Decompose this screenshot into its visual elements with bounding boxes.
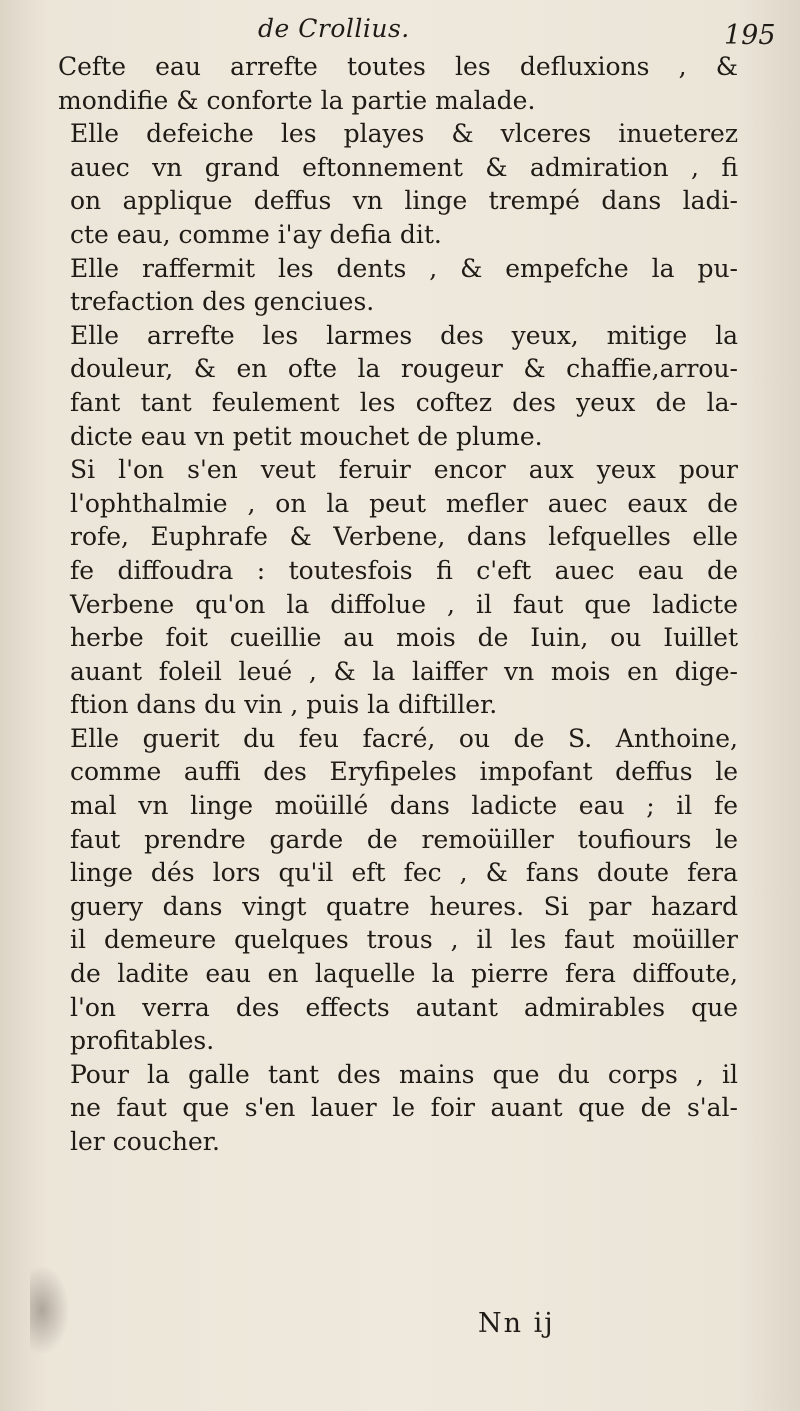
text-line: cte eau, comme i'ay defia dit.: [70, 219, 442, 249]
paragraph: [58, 722, 738, 1058]
paragraph: [58, 319, 738, 453]
text-line: comme auffi des Eryfipeles impofant deffus le: [70, 757, 738, 787]
text-line: il demeure quelques trous , il les faut moüiller: [70, 925, 738, 955]
text-line: linge dés lors qu'il eft fec , & fans doute fera: [70, 858, 738, 888]
text-line: de ladite eau en laquelle la pierre fera diffoute,: [70, 959, 738, 989]
text-line: auec vn grand eftonnement & admiration , fi: [70, 152, 738, 182]
text-line: douleur, & en ofte la rougeur & chaffie,arrou-: [70, 354, 738, 384]
text-line: faut prendre garde de remoüiller toufiours le: [70, 824, 738, 854]
text-line: Si l'on s'en veut feruir encor aux yeux pour: [70, 455, 738, 485]
text-line: herbe foit cueillie au mois de Iuin, ou Iuillet: [70, 623, 738, 653]
page-header: [0, 6, 800, 50]
text-line: auant foleil leué , & la laiffer vn mois en dige-: [70, 656, 738, 686]
text-line: Elle raffermit les dents , & empefche la pu-: [70, 253, 738, 283]
text-line: trefaction des genciues.: [70, 287, 375, 317]
text-line: on applique deffus vn linge trempé dans ladi-: [70, 186, 738, 216]
text-line: Elle defeiche les playes & vlceres inueterez: [70, 119, 738, 149]
text-line: fe diffoudra : toutesfois fi c'eft auec eau de: [70, 555, 738, 585]
paragraph: [58, 117, 738, 251]
text-line: mondifie & conforte la partie malade.: [58, 85, 536, 115]
paragraph: [58, 252, 738, 319]
paragraph: [58, 50, 738, 117]
paragraph: [58, 453, 738, 722]
text-line: l'on verra des effects autant admirables que: [70, 992, 738, 1022]
text-line: Elle guerit du feu facré, ou de S. Anthoine,: [70, 723, 738, 753]
text-line: Elle arrefte les larmes des yeux, mitige la: [70, 320, 738, 350]
text-line: Verbene qu'on la diffolue , il faut que ladicte: [70, 589, 738, 619]
text-line: dicte eau vn petit mouchet de plume.: [70, 421, 543, 451]
ink-stain: [30, 1265, 70, 1355]
text-line: guery dans vingt quatre heures. Si par hazard: [70, 891, 738, 921]
text-line: Pour la galle tant des mains que du corps , il: [70, 1059, 738, 1089]
running-head: de Crollius.: [258, 14, 410, 43]
page-number: 195: [724, 20, 776, 51]
text-line: rofe, Euphrafe & Verbene, dans lefquelles elle: [70, 522, 738, 552]
text-line: fant tant feulement les coftez des yeux de la-: [70, 387, 738, 417]
text-line: ftion dans du vin , puis la diftiller.: [70, 690, 498, 720]
text-line: l'ophthalmie , on la peut mefler auec eaux de: [70, 488, 738, 518]
text-line: Cefte eau arrefte toutes les defluxions , &: [58, 52, 738, 81]
signature-mark: Nn ij: [478, 1308, 555, 1339]
body-text: [58, 50, 738, 1159]
text-line: profitables.: [70, 1026, 215, 1056]
paragraph: [58, 1058, 738, 1159]
text-line: ler coucher.: [70, 1127, 220, 1156]
text-line: ne faut que s'en lauer le foir auant que de s'al-: [70, 1093, 738, 1123]
text-line: mal vn linge moüillé dans ladicte eau ; il fe: [70, 791, 738, 821]
